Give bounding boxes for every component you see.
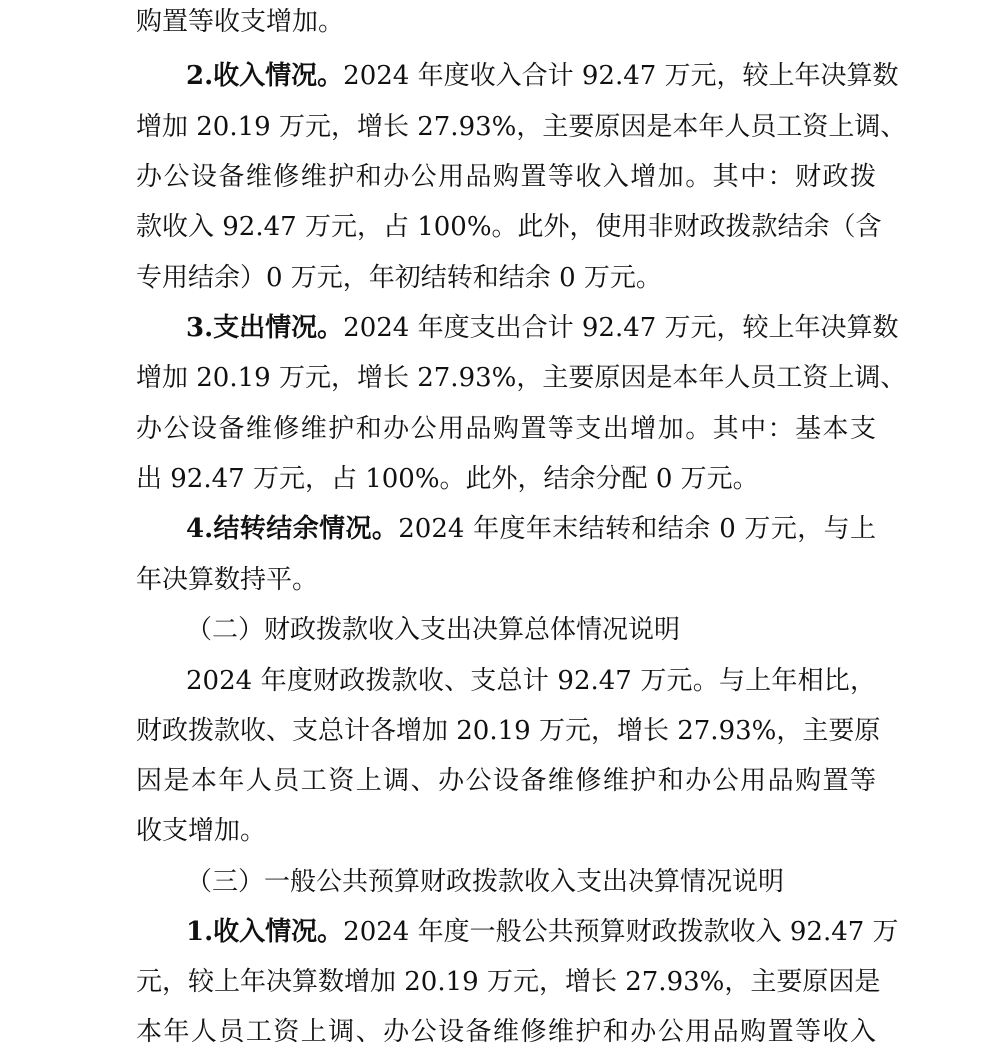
paragraph-general-income-line-2: 元，较上年决算数增加 20.19 万元，增长 27.93%，主要原因是 [136, 967, 881, 997]
paragraph-expense-line-4: 出 92.47 万元，占 100%。此外，结余分配 0 万元。 [136, 464, 759, 494]
paragraph-income-line-2: 增加 20.19 万元，增长 27.93%，主要原因是本年人员工资上调、 [136, 112, 907, 142]
section-title-2: （二）财政拨款收入支出决算总体情况说明 [186, 615, 681, 645]
paragraph-fiscal-line-4: 收支增加。 [136, 816, 267, 846]
heading-carryover: 4.结转结余情况。 [186, 514, 399, 544]
paragraph-general-income-line-1: 1.收入情况。2024 年度一般公共预算财政拨款收入 92.47 万 [186, 917, 899, 947]
paragraph-income-line-1: 2.收入情况。2024 年度收入合计 92.47 万元，较上年决算数 [186, 61, 899, 91]
paragraph-fiscal-line-2: 财政拨款收、支总计各增加 20.19 万元，增长 27.93%，主要原 [136, 716, 881, 746]
paragraph-fiscal-line-1: 2024 年度财政拨款收、支总计 92.47 万元。与上年相比， [186, 666, 876, 696]
paragraph-carryover-line-2: 年决算数持平。 [136, 565, 319, 595]
section-title-3: （三）一般公共预算财政拨款收入支出决算情况说明 [186, 867, 785, 897]
heading-general-income: 1.收入情况。 [186, 917, 344, 947]
paragraph-income-line-3: 办公设备维修维护和办公用品购置等收入增加。其中：财政拨 [136, 162, 876, 192]
paragraph-carryover-line-1: 4.结转结余情况。2024 年度年末结转和结余 0 万元，与上 [186, 514, 876, 544]
paragraph-expense-line-1: 3.支出情况。2024 年度支出合计 92.47 万元，较上年决算数 [186, 313, 899, 343]
heading-income: 2.收入情况。 [186, 61, 344, 91]
paragraph-continuation: 购置等收支增加。 [136, 7, 345, 37]
paragraph-fiscal-line-3: 因是本年人员工资上调、办公设备维修维护和办公用品购置等 [136, 766, 876, 796]
paragraph-expense-line-2: 增加 20.19 万元，增长 27.93%，主要原因是本年人员工资上调、 [136, 363, 907, 393]
paragraph-income-line-5: 专用结余）0 万元，年初结转和结余 0 万元。 [136, 263, 662, 293]
paragraph-general-income-line-3: 本年人员工资上调、办公设备维修维护和办公用品购置等收入 [136, 1017, 876, 1047]
paragraph-expense-line-3: 办公设备维修维护和办公用品购置等支出增加。其中：基本支 [136, 414, 876, 444]
heading-expense: 3.支出情况。 [186, 313, 344, 343]
paragraph-income-line-4: 款收入 92.47 万元，占 100%。此外，使用非财政拨款结余（含 [136, 212, 882, 242]
